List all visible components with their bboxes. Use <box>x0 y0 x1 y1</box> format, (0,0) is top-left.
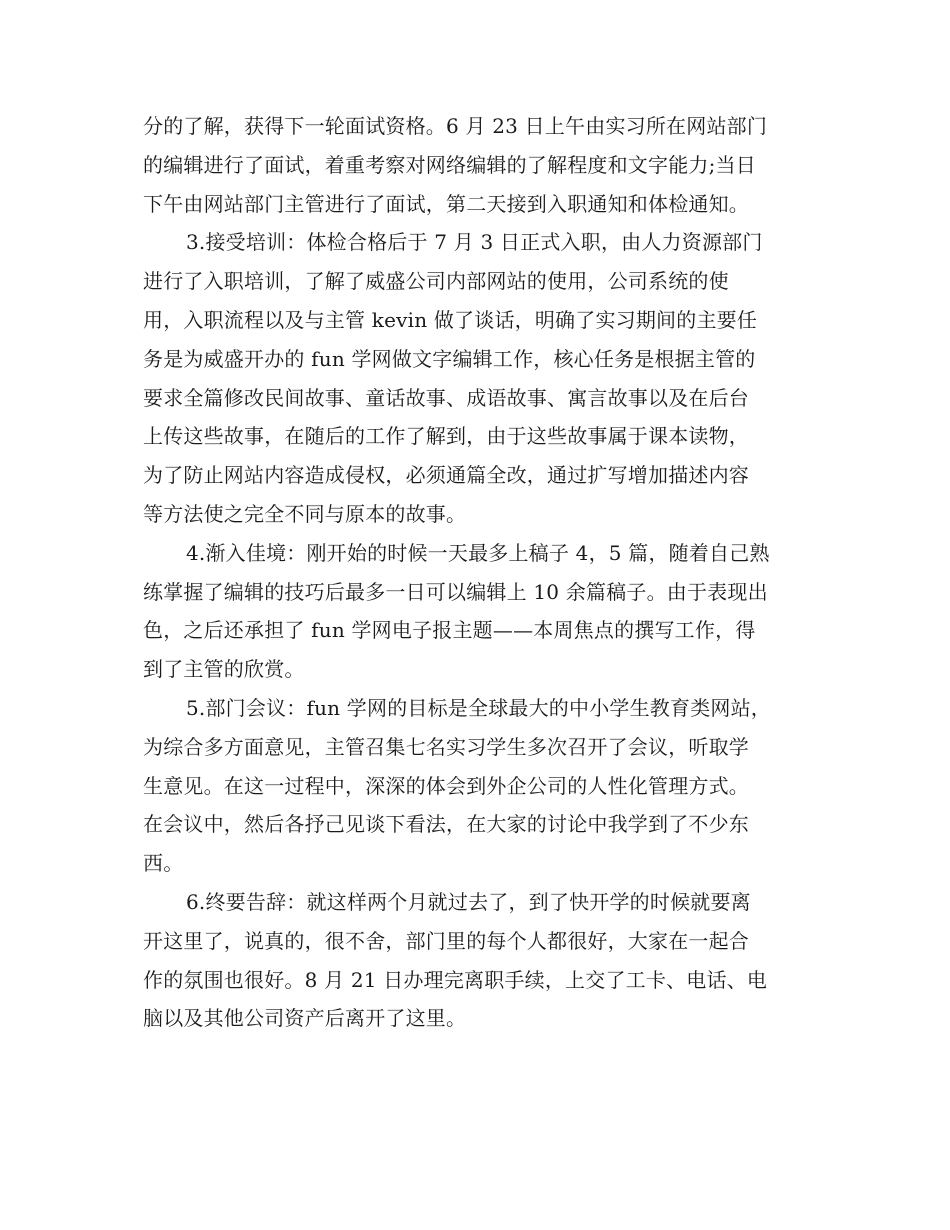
text-line: 作的氛围也很好。8 月 21 日办理完离职手续，上交了工卡、电话、电 <box>143 967 768 992</box>
text-line: 色，之后还承担了 fun 学网电子报主题——本周焦点的撰写工作，得 <box>143 618 756 643</box>
text-line: 务是为威盛开办的 fun 学网做文字编辑工作，核心任务是根据主管的 <box>143 346 756 371</box>
text-line: 生意见。在这一过程中，深深的体会到外企公司的人性化管理方式。 <box>143 773 749 798</box>
text-line: 分的了解，获得下一轮面试资格。6 月 23 日上午由实习所在网站部门 <box>143 114 768 138</box>
paragraph-training <box>143 223 808 533</box>
paragraph-meeting <box>143 689 808 883</box>
text-line: 4.渐入佳境：刚开始的时候一天最多上稿子 4，5 篇，随着自己熟 <box>186 540 770 565</box>
paragraph-progress <box>143 534 808 689</box>
text-line: 进行了入职培训，了解了威盛公司内部网站的使用，公司系统的使 <box>143 269 729 294</box>
text-line: 为综合多方面意见，主管召集七名实习学生多次召开了会议，听取学 <box>143 734 749 759</box>
text-line: 脑以及其他公司资产后离开了这里。 <box>143 1006 467 1031</box>
text-line: 在会议中，然后各抒己见谈下看法，在大家的讨论中我学到了不少东 <box>143 812 749 837</box>
text-line: 6.终要告辞：就这样两个月就过去了，到了快开学的时候就要离 <box>186 889 751 914</box>
paragraph-farewell <box>143 883 808 1038</box>
text-line: 5.部门会议：fun 学网的目标是全球最大的中小学生教育类网站， <box>186 695 772 720</box>
text-line: 要求全篇修改民间故事、童话故事、成语故事、寓言故事以及在后台 <box>143 385 749 410</box>
text-line: 西。 <box>143 851 184 876</box>
text-line: 用，入职流程以及与主管 kevin 做了谈话，明确了实习期间的主要任 <box>143 307 758 332</box>
text-line: 练掌握了编辑的技巧后最多一日可以编辑上 10 余篇稿子。由于表现出 <box>143 579 768 604</box>
text-line: 到了主管的欣赏。 <box>143 657 305 682</box>
text-line: 等方法使之完全不同与原本的故事。 <box>143 501 467 526</box>
text-line: 的编辑进行了面试，着重考察对网络编辑的了解程度和文字能力;当日 <box>143 152 756 177</box>
text-line: 为了防止网站内容造成侵权，必须通篇全改，通过扩写增加描述内容 <box>143 463 749 488</box>
text-line: 开这里了，说真的，很不舍，部门里的每个人都很好，大家在一起合 <box>143 928 749 953</box>
text-line: 上传这些故事，在随后的工作了解到，由于这些故事属于课本读物， <box>143 424 749 449</box>
text-line: 下午由网站部门主管进行了面试，第二天接到入职通知和体检通知。 <box>143 191 749 216</box>
document-body <box>143 107 808 1038</box>
paragraph-interview-continued <box>143 107 808 223</box>
text-line: 3.接受培训：体检合格后于 7 月 3 日正式入职，由人力资源部门 <box>186 230 763 255</box>
